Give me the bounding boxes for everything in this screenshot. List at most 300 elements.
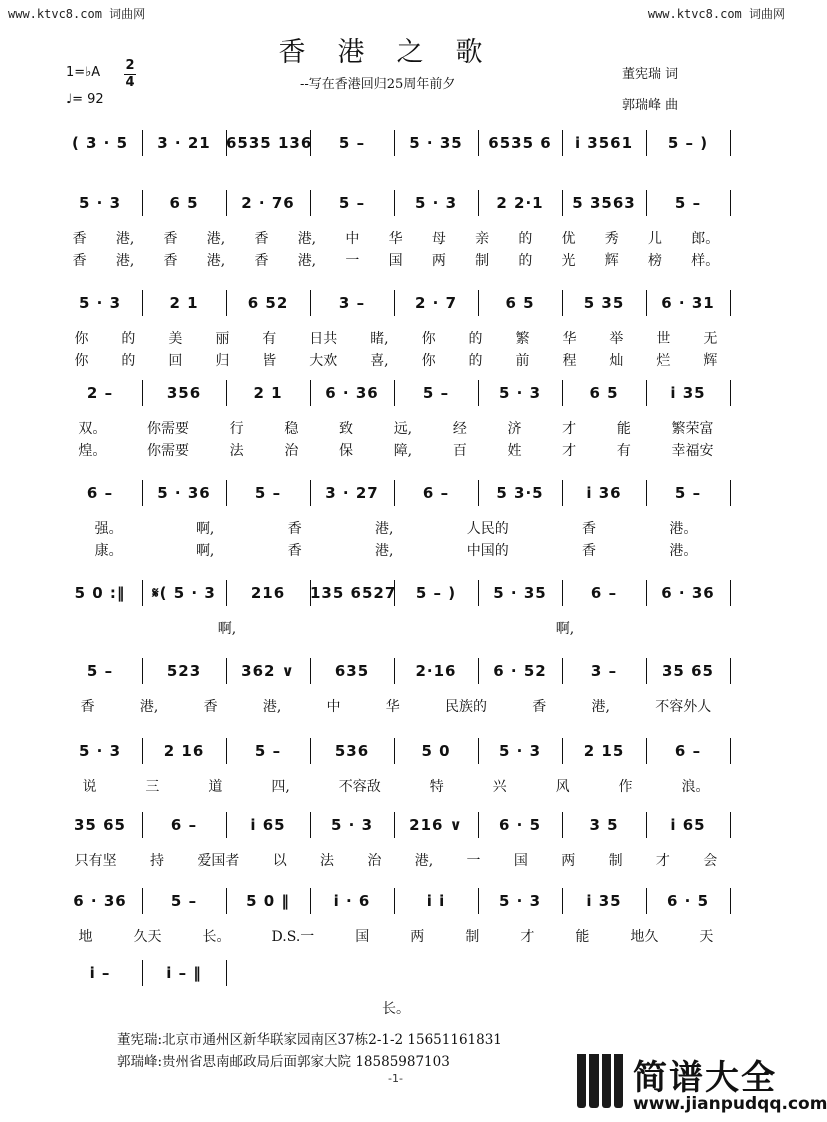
notation-line	[50, 290, 734, 318]
measure	[394, 480, 479, 506]
lyric-word: 喜,	[370, 353, 389, 369]
lyric-word: 繁荣富	[671, 421, 714, 437]
lyric-word: 兴	[492, 779, 507, 795]
lyric-word: 地久	[630, 929, 659, 945]
lyric-word: 香	[203, 699, 218, 715]
measure	[310, 738, 395, 764]
score-system	[50, 290, 734, 369]
measure	[478, 130, 563, 156]
measure-notes: 5 · 3	[78, 294, 122, 312]
lyric-word: 法	[320, 853, 335, 869]
measure	[394, 738, 479, 764]
measure	[142, 812, 227, 838]
lyric-word: 港,	[139, 699, 159, 715]
notation-line	[50, 480, 734, 508]
lyric-word: 前	[515, 353, 530, 369]
measure	[562, 580, 647, 606]
measure-notes: i 35	[670, 384, 706, 402]
lyric-word: 港,	[297, 231, 317, 247]
measure-notes: 2 15	[583, 742, 625, 760]
lyric-word: 双。	[78, 421, 107, 437]
measure-notes: 6 5	[505, 294, 535, 312]
measure-notes: 5 · 35	[409, 134, 463, 152]
lyric-word: 只有坚	[74, 853, 117, 869]
measure	[58, 738, 143, 764]
lyric-word: 保	[339, 443, 354, 459]
lyric-word: 秀	[604, 231, 619, 247]
lyric-word: 回	[168, 353, 183, 369]
lyric-word: 久天	[133, 929, 162, 945]
lyric-word: 浪。	[681, 779, 710, 795]
lyric-word: D.S.一	[271, 929, 315, 945]
measure-notes: 2 –	[86, 384, 114, 402]
measure	[226, 190, 311, 216]
lyric-word: 幸福安	[671, 443, 714, 459]
lyric-word: 举	[609, 331, 624, 347]
measure	[394, 380, 479, 406]
lyric-word: 港,	[374, 543, 394, 559]
logo-brand: 简谱大全	[633, 1058, 777, 1098]
lyric-word: 港,	[115, 231, 135, 247]
measure	[310, 580, 395, 606]
measure	[58, 380, 143, 406]
measure-notes: 5 – )	[415, 584, 457, 602]
measure-notes: 2 1	[253, 384, 283, 402]
measure-notes: 2 · 76	[241, 194, 295, 212]
lyrics-line-2	[58, 250, 734, 270]
lyrics-line-1	[58, 618, 734, 638]
measure-notes: 5 –	[86, 662, 114, 680]
measure	[226, 888, 311, 914]
lyric-word: 民族的	[445, 699, 488, 715]
lyric-word: 中	[326, 699, 341, 715]
lyric-word: 啊,	[555, 621, 575, 637]
lyric-word: 华	[562, 331, 577, 347]
lyric-word: 港,	[591, 699, 610, 715]
lyric-word: 百	[452, 443, 467, 459]
lyric-word: 你需要	[147, 443, 189, 459]
measure-notes: 6 · 52	[493, 662, 547, 680]
subtitle: --写在香港回归25周年前夕	[300, 77, 456, 92]
lyric-word: 治	[284, 443, 299, 459]
piano-keys-icon	[577, 1054, 623, 1108]
measure-notes: i 65	[250, 816, 286, 834]
lyric-word: 港,	[115, 253, 135, 269]
measure	[562, 658, 647, 684]
measure-notes: 6 –	[674, 742, 702, 760]
lyric-word: 障,	[393, 443, 413, 459]
lyric-word: 香	[582, 521, 597, 537]
lyric-word: 长。	[202, 929, 231, 945]
lyric-word: 的	[121, 353, 136, 369]
measure-notes: 5 · 3	[330, 816, 374, 834]
lyric-word: 程	[562, 353, 577, 369]
measure	[142, 290, 227, 316]
lyric-word: 持	[150, 853, 165, 869]
measure-notes: 5 –	[338, 194, 366, 212]
lyric-word: 一	[466, 853, 481, 869]
lyric-word: 不容敌	[338, 779, 381, 795]
lyrics-line-1	[58, 696, 734, 716]
measure	[310, 290, 395, 316]
measure-notes: 6535 136	[226, 134, 313, 152]
time-signature	[124, 58, 136, 91]
measure-notes: 6 · 5	[498, 816, 542, 834]
page-number: -1-	[388, 1072, 403, 1085]
site-logo[interactable]	[577, 1050, 827, 1114]
score-system	[50, 960, 734, 1020]
lyric-word: 的	[518, 231, 533, 247]
measure	[142, 888, 227, 914]
notation-line	[50, 580, 734, 608]
notation-line	[50, 130, 734, 158]
lyric-word: 两	[431, 253, 446, 269]
measure	[310, 130, 395, 156]
measure	[646, 738, 731, 764]
measure	[478, 190, 563, 216]
measure-notes: i · 6	[333, 892, 371, 910]
measure-notes: 5 · 3	[498, 384, 542, 402]
measure-notes: 5 –	[422, 384, 450, 402]
measure	[310, 658, 395, 684]
lyric-word: 灿	[609, 353, 624, 369]
measure-notes: 6 –	[422, 484, 450, 502]
lyrics-line-2	[58, 540, 734, 560]
lyrics-line-2	[58, 440, 734, 460]
score-system	[50, 580, 734, 640]
measure-notes: 2 16	[163, 742, 205, 760]
score-system	[50, 738, 734, 798]
lyric-word: 国	[388, 253, 403, 269]
lyric-word: 强。	[94, 521, 123, 537]
lyric-word: 制	[465, 929, 480, 945]
measure	[646, 812, 731, 838]
measure-notes: 536	[334, 742, 370, 760]
measure	[142, 738, 227, 764]
measure	[226, 658, 311, 684]
measure-notes: 6 –	[86, 484, 114, 502]
lyric-word: 香	[72, 231, 87, 247]
lyric-word: 中国的	[466, 543, 509, 559]
measure	[478, 888, 563, 914]
lyric-word: 中	[345, 231, 360, 247]
lyric-word: 你	[74, 331, 89, 347]
lyric-word: 特	[429, 779, 444, 795]
measure-notes: i –	[89, 964, 111, 982]
measure	[142, 380, 227, 406]
measure	[142, 580, 227, 606]
measure-notes: 5 · 3	[78, 194, 122, 212]
lyric-word: 你需要	[147, 421, 189, 437]
measure	[562, 130, 647, 156]
footer-contact-2: 郭瑞峰:贵州省思南邮政局后面郭家大院 18585987103	[117, 1054, 450, 1070]
measure-notes: 216	[250, 584, 286, 602]
lyric-word: 的	[518, 253, 533, 269]
lyric-word: 济	[507, 421, 522, 437]
lyrics-line-2	[58, 350, 734, 370]
measure-notes: 6 · 5	[666, 892, 710, 910]
lyric-word: 能	[616, 421, 631, 437]
measure	[310, 812, 395, 838]
measure	[58, 960, 143, 986]
lyric-word: 国	[355, 929, 370, 945]
measure	[478, 658, 563, 684]
lyric-word: 制	[608, 853, 623, 869]
lyric-word: 两	[561, 853, 576, 869]
score-system	[50, 812, 734, 872]
score-system	[50, 480, 734, 559]
measure	[58, 480, 143, 506]
lyric-word: 港,	[206, 253, 226, 269]
measure-notes: i 36	[586, 484, 622, 502]
measure	[562, 480, 647, 506]
measure	[142, 658, 227, 684]
measure-notes: 5 · 36	[157, 484, 211, 502]
measure	[394, 812, 479, 838]
measure	[394, 190, 479, 216]
measure-notes: 5 0	[421, 742, 451, 760]
lyric-word: 睹,	[370, 331, 389, 347]
measure-notes: i 35	[586, 892, 622, 910]
measure-notes: i – ‖	[166, 964, 202, 982]
lyric-word: 才	[562, 421, 577, 437]
measure	[478, 290, 563, 316]
lyrics-line-1	[58, 850, 734, 870]
lyric-word: 香	[80, 699, 95, 715]
lyric-word: 香	[254, 231, 269, 247]
measure-notes: i i	[426, 892, 446, 910]
measure-notes: 5 · 3	[78, 742, 122, 760]
lyric-word: 说	[82, 779, 97, 795]
notation-line	[50, 812, 734, 840]
watermark-right: www.ktvc8.com 词曲网	[647, 7, 785, 21]
measure-notes: 2 · 7	[414, 294, 458, 312]
lyric-word: 道	[208, 779, 223, 795]
measure	[646, 480, 731, 506]
measure-notes: 635	[334, 662, 370, 680]
lyric-word: 辉	[703, 353, 718, 369]
measure	[226, 812, 311, 838]
measure-notes: 35 65	[74, 816, 126, 834]
watermark-left: www.ktvc8.com 词曲网	[8, 7, 146, 21]
measure	[478, 738, 563, 764]
measure	[478, 480, 563, 506]
lyric-word: 华	[385, 699, 400, 715]
notation-line	[50, 190, 734, 218]
measure	[478, 812, 563, 838]
measure-notes: 2 2·1	[496, 194, 544, 212]
lyric-word: 港,	[374, 521, 394, 537]
lyric-word: 华	[388, 231, 403, 247]
lyric-word: 两	[410, 929, 425, 945]
lyric-word: 作	[618, 779, 633, 795]
measure	[478, 580, 563, 606]
measure	[226, 130, 311, 156]
measure	[58, 580, 143, 606]
lyric-word: 母	[431, 231, 446, 247]
page-title: 香港之歌	[278, 37, 515, 68]
measure-notes: 6 –	[590, 584, 618, 602]
tempo-marking: ♩= 92	[66, 92, 104, 107]
measure	[646, 290, 731, 316]
measure	[310, 888, 395, 914]
measure-notes: i 3561	[574, 134, 634, 152]
footer-contact-1: 董宪瑞:北京市通州区新华联家园南区37栋2-1-2 15651161831	[117, 1032, 502, 1048]
lyric-word: 港。	[669, 521, 698, 537]
measure	[562, 888, 647, 914]
score-system	[50, 130, 734, 190]
lyric-word: 才	[655, 853, 670, 869]
lyric-word: 你	[421, 331, 436, 347]
measure-notes: 6535 6	[488, 134, 552, 152]
lyrics-line-1	[58, 418, 734, 438]
composer-credit: 郭瑞峰 曲	[622, 98, 679, 113]
measure-notes: 3 · 21	[157, 134, 211, 152]
measure	[394, 130, 479, 156]
measure	[58, 190, 143, 216]
notation-line	[50, 738, 734, 766]
measure-notes: 5 –	[338, 134, 366, 152]
lyric-word: 香	[287, 543, 302, 559]
measure	[646, 658, 731, 684]
measure	[58, 888, 143, 914]
lyric-word: 无	[703, 331, 718, 347]
lyric-word: 归	[215, 353, 230, 369]
measure-notes: 6 5	[169, 194, 199, 212]
measure-notes: 5 · 3	[498, 742, 542, 760]
lyric-word: 一	[345, 253, 360, 269]
measure-notes: 362 ∨	[241, 662, 295, 680]
measure-notes: 5 –	[674, 484, 702, 502]
score-system	[50, 888, 734, 948]
measure-notes: 6 · 36	[661, 584, 715, 602]
measure-notes: 2·16	[415, 662, 457, 680]
measure-notes: 356	[166, 384, 202, 402]
lyric-word: 香	[163, 231, 178, 247]
score-system	[50, 380, 734, 459]
lyric-word: 的	[468, 331, 483, 347]
lyric-word: 三	[145, 779, 160, 795]
lyrics-line-1	[58, 518, 734, 538]
measure-notes: 5 · 3	[414, 194, 458, 212]
lyrics-line-1	[58, 998, 734, 1018]
lyric-word: 风	[555, 779, 570, 795]
measure-notes: 5 · 35	[493, 584, 547, 602]
lyric-word: 啊,	[195, 521, 215, 537]
lyric-word: 远,	[393, 421, 413, 437]
lyric-word: 香	[163, 253, 178, 269]
measure-notes: 5 0 :‖	[74, 584, 126, 602]
lyric-word: 治	[367, 853, 382, 869]
lyric-word: 郎。	[691, 231, 720, 247]
lyric-word: 亲	[475, 231, 490, 247]
measure	[478, 380, 563, 406]
measure	[646, 888, 731, 914]
lyric-word: 行	[229, 421, 244, 437]
lyric-word: 辉	[604, 253, 619, 269]
lyric-word: 人民的	[466, 521, 509, 537]
measure-notes: 𝄋( 5 · 3	[152, 584, 216, 602]
lyric-word: 大欢	[309, 353, 338, 369]
measure-notes: 3 –	[590, 662, 618, 680]
score-system	[50, 658, 734, 718]
lyric-word: 丽	[215, 331, 230, 347]
measure	[310, 380, 395, 406]
lyric-word: 样。	[691, 253, 720, 269]
measure	[646, 580, 731, 606]
measure-notes: 6 · 36	[325, 384, 379, 402]
lyric-word: 港,	[414, 853, 434, 869]
measure	[562, 380, 647, 406]
measure-notes: 6 5	[589, 384, 619, 402]
measure	[58, 658, 143, 684]
lyric-word: 四,	[271, 779, 290, 795]
lyric-word: 皆	[262, 353, 277, 369]
lyric-word: 经	[452, 421, 467, 437]
lyric-word: 香	[582, 543, 597, 559]
measure	[226, 290, 311, 316]
lyrics-line-1	[58, 926, 734, 946]
lyric-word: 港,	[297, 253, 317, 269]
lyrics-line-1	[58, 776, 734, 796]
measure	[142, 960, 227, 986]
lyric-word: 港,	[262, 699, 282, 715]
lyric-word: 不容外人	[655, 699, 712, 715]
measure-notes: 3 · 27	[325, 484, 379, 502]
lyric-word: 日共	[309, 331, 338, 347]
lyric-word: 地	[78, 929, 93, 945]
measure	[142, 190, 227, 216]
measure-notes: 3 5	[589, 816, 619, 834]
lyric-word: 煌。	[78, 443, 107, 459]
lyric-word: 香	[72, 253, 87, 269]
measure	[562, 190, 647, 216]
lyric-word: 美	[168, 331, 183, 347]
lyric-word: 有	[262, 331, 277, 347]
measure	[394, 658, 479, 684]
measure-notes: 3 –	[338, 294, 366, 312]
lyric-word: 的	[121, 331, 136, 347]
lyric-word: 的	[468, 353, 483, 369]
measure-notes: 5 3563	[572, 194, 636, 212]
lyric-word: 有	[616, 443, 631, 459]
measure	[142, 480, 227, 506]
key-signature: 1=♭A	[66, 65, 101, 80]
measure	[646, 130, 731, 156]
measure-notes: 5 0 ‖	[246, 892, 290, 910]
measure	[394, 580, 479, 606]
measure	[310, 190, 395, 216]
notation-line	[50, 960, 734, 988]
measure	[226, 580, 311, 606]
lyric-word: 港。	[669, 543, 698, 559]
measure	[562, 290, 647, 316]
lyric-word: 致	[339, 421, 354, 437]
measure-notes: 6 · 31	[661, 294, 715, 312]
notation-line	[50, 658, 734, 686]
lyric-word: 制	[475, 253, 490, 269]
measure	[226, 480, 311, 506]
lyric-word: 啊,	[195, 543, 215, 559]
lyric-word: 姓	[507, 443, 522, 459]
lyric-word: 儿	[648, 231, 663, 247]
lyric-word: 长。	[382, 1001, 410, 1017]
measure-notes: 523	[166, 662, 202, 680]
lyric-word: 康。	[94, 543, 123, 559]
measure	[58, 290, 143, 316]
lyrics-line-1	[58, 328, 734, 348]
measure-notes: 6 · 36	[73, 892, 127, 910]
